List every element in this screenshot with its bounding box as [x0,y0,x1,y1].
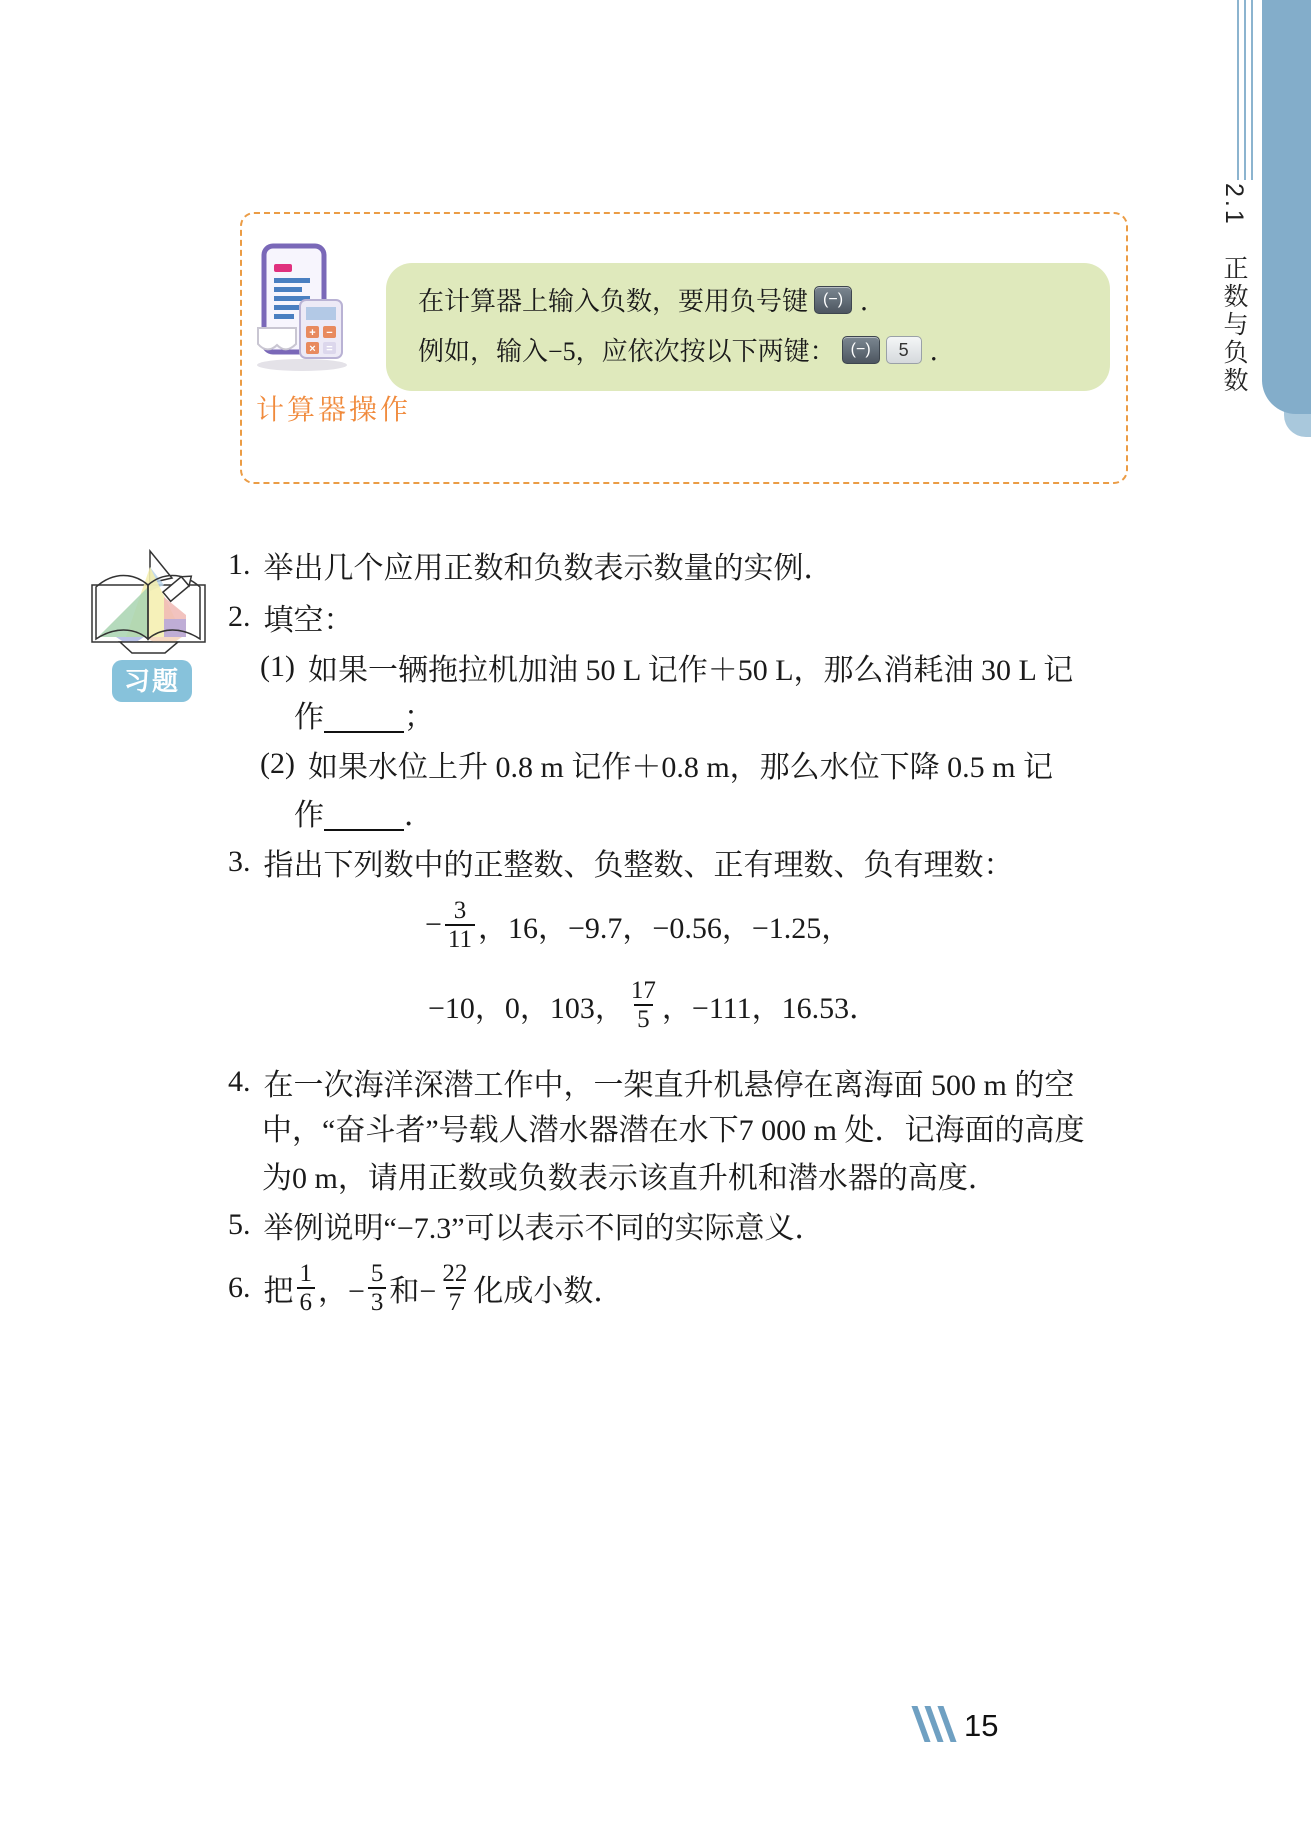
item-number: 5. [228,1208,251,1241]
item-text: 在一次海洋深潜工作中，一架直升机悬停在离海面 500 m 的空 [263,1069,1075,1102]
page-slash-icon [918,1706,950,1742]
chapter-tab [1262,0,1311,414]
subitem-number: (1) [260,650,295,683]
negative-key: (−) [842,336,880,364]
item-text: ，− [318,1275,365,1308]
fraction-numerator: 17 [630,976,656,1004]
fraction-denominator: 3 [368,1287,387,1317]
exercise-2-sub2-line2 [294,790,434,834]
item-number: 3. [228,845,251,878]
tip-line-2-period: ． [929,337,956,366]
math-text: − [425,908,442,941]
fraction [628,977,659,1034]
item-text: 填空： [263,604,354,637]
fill-in-blank [324,793,404,831]
item-number: 1. [228,548,251,581]
exercise-3-numbers-line2 [428,973,879,1037]
fraction-denominator: 11 [445,924,475,954]
fill-in-blank [324,695,404,733]
item-number: 4. [228,1065,251,1098]
item-text: 指出下列数中的正整数、负整数、正有理数、负有理数： [263,849,1014,882]
exercise-2 [228,595,354,639]
item-text: 举例说明“−7.3”可以表示不同的实际意义． [263,1212,825,1245]
svg-text:×: × [309,343,316,355]
fraction-denominator: 7 [446,1287,465,1317]
tip-line-2 [418,331,956,368]
item-text: 和− [389,1275,437,1308]
open-book-icon [86,545,211,665]
section-title-vertical: 2.1 正数与负数 [1220,183,1248,395]
exercise-5 [228,1203,825,1247]
fraction-numerator: 1 [299,1259,312,1287]
subitem-punct: ． [404,799,434,832]
fraction-numerator: 5 [370,1259,384,1287]
exercise-1 [228,543,834,587]
exercises-badge: 习题 [112,660,192,702]
svg-text:−: − [326,327,333,339]
math-text: ，−111，16.53． [661,992,880,1025]
subitem-punct: ； [404,701,434,734]
item-text: 化成小数． [473,1275,624,1308]
item-number: 6. [228,1271,251,1304]
decorative-rule-lines [1237,0,1253,180]
tip-line-1-text: 在计算器上输入负数，要用负号键 [418,287,809,316]
tip-line-2-text: 例如，输入−5，应依次按以下两键： [418,337,836,366]
calculator-box-label: 计算器操作 [256,394,412,425]
fraction [368,1260,387,1317]
svg-text:=: = [326,343,333,355]
fraction [445,897,475,954]
exercise-3-numbers-line1 [425,893,851,957]
item-number: 2. [228,600,251,633]
fraction-denominator: 5 [634,1004,653,1034]
tip-line-1 [418,281,886,318]
exercise-4-line1 [228,1060,1074,1104]
fraction [439,1260,470,1317]
exercise-2-sub1-line2 [294,692,434,736]
item-text: 为0 m，请用正数或负数表示该直升机和潜水器的高度． [262,1162,998,1195]
subitem-text: 如果水位上升 0.8 m 记作＋0.8 m，那么水位下降 0.5 m 记 [307,751,1053,784]
exercise-3 [228,840,1014,884]
fraction [297,1260,316,1317]
exercise-2-sub1-line1 [260,645,1073,689]
exercise-4-line3 [262,1153,998,1197]
fraction-denominator: 6 [297,1287,316,1317]
tip-line-1-period: ． [860,287,887,316]
exercise-6 [228,1253,623,1323]
calculator-phone-icon [250,242,355,382]
subitem-number: (2) [260,747,295,780]
exercise-2-sub2-line1 [260,742,1053,786]
subitem-text: 作 [294,799,324,832]
fraction-numerator: 22 [442,1259,468,1287]
subitem-text: 作 [294,701,324,734]
subitem-text: 如果一辆拖拉机加油 50 L 记作＋50 L，那么消耗油 30 L 记 [307,654,1074,687]
math-text: ，16，−9.7，−0.56，−1.25， [478,912,852,945]
page-number: 15 [964,1708,999,1743]
exercise-4-line2 [262,1105,1084,1149]
item-text: 举出几个应用正数和负数表示数量的实例． [263,552,834,585]
item-text: 中，“奋斗者”号载人潜水器潜在水下7 000 m 处．记海面的高度 [262,1114,1085,1147]
negative-key: (−) [814,286,852,314]
svg-text:+: + [309,327,316,339]
item-text: 把 [263,1275,294,1308]
math-text: −10，0，103， [428,992,625,1025]
fraction-numerator: 3 [453,896,467,924]
calculator-tip-panel [386,263,1110,391]
five-key: 5 [886,336,922,364]
